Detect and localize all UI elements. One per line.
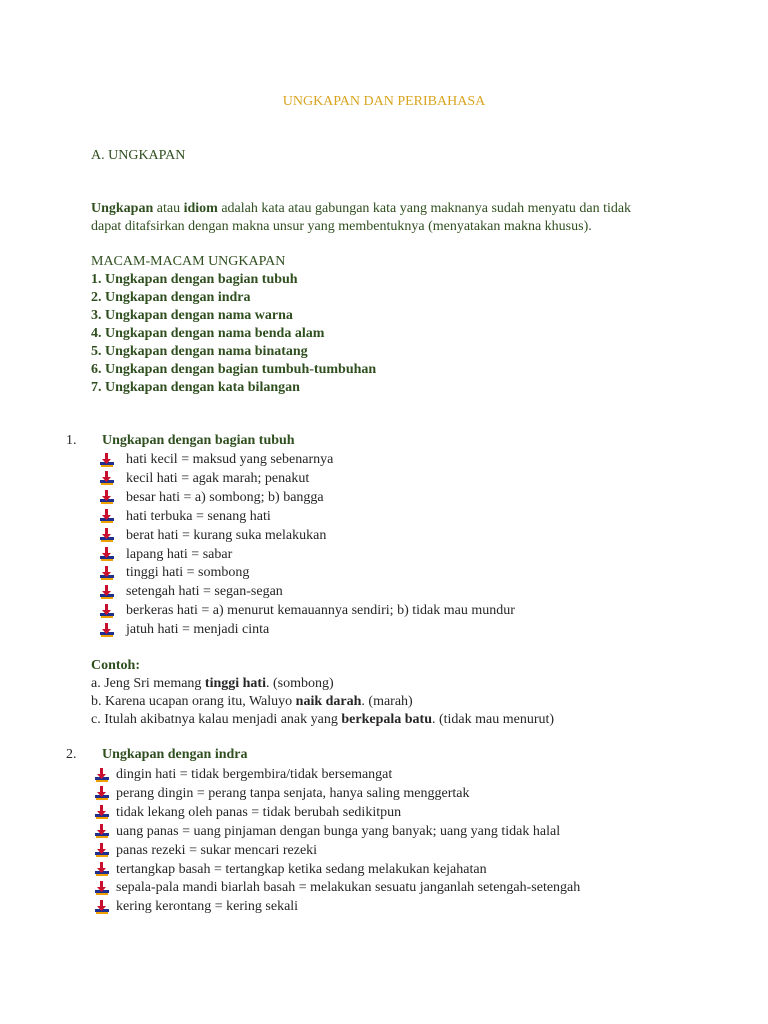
idiom-definition: panas rezeki = sukar mencari rezeki [116, 842, 318, 858]
idiom-list-item [100, 469, 309, 488]
section-heading-ungkapan: A. UNGKAPAN [91, 148, 186, 163]
idiom-list-item [100, 601, 515, 620]
arrow-bullet-icon [100, 490, 114, 504]
idiom-list-item [95, 803, 401, 822]
idiom-definition: besar hati = a) sombong; b) bangga [126, 489, 324, 505]
arrow-bullet-icon [100, 471, 114, 485]
idiom-list-item [95, 841, 317, 860]
intro-line-1: Ungkapan atau idiom adalah kata atau gabungan kata yang maknanya sudah menyatu dan tidak [91, 201, 632, 216]
arrow-bullet-icon [95, 805, 109, 819]
idiom-definition: setengah hati = segan-segan [126, 584, 283, 600]
idiom-definition: hati kecil = maksud yang sebenarnya [126, 452, 334, 467]
idiom-definition: jatuh hati = menjadi cinta [126, 622, 270, 638]
type-item: 1. Ungkapan dengan bagian tubuh [91, 272, 298, 287]
type-item: 2. Ungkapan dengan indra [91, 290, 251, 305]
idiom-list-item [100, 620, 269, 639]
example-b-idiom: naik darah [295, 694, 362, 709]
idiom-list-item [95, 897, 298, 916]
idiom-definition: lapang hati = sabar [126, 546, 233, 562]
idiom-list-item [100, 488, 324, 507]
intro-term-idiom: idiom [183, 201, 218, 216]
idiom-list-item [100, 582, 283, 601]
idiom-list-item [95, 860, 487, 879]
arrow-bullet-icon [100, 566, 114, 580]
arrow-bullet-icon [100, 547, 114, 561]
type-item: 6. Ungkapan dengan bagian tumbuh-tumbuhan [91, 362, 377, 377]
idiom-definition: perang dingin = perang tanpa senjata, hanya saling menggertak [116, 785, 470, 801]
idiom-list-item [95, 878, 580, 897]
idiom-definition: uang panas = uang pinjaman dengan bunga yang banyak; uang yang tidak halal [116, 823, 561, 839]
idiom-definition: tinggi hati = sombong [126, 565, 250, 581]
idiom-definition: berkeras hati = a) menurut kemauannya sendiri; b) tidak mau mundur [126, 603, 515, 619]
idiom-definition: tertangkap basah = tertangkap ketika sedang melakukan kejahatan [116, 861, 487, 877]
idiom-list-item [100, 563, 249, 582]
types-heading: MACAM-MACAM UNGKAPAN [91, 254, 286, 269]
idiom-definition: sepala-pala mandi biarlah basah = melakukan sesuatu janganlah setengah-setengah [116, 880, 581, 896]
idiom-list-item [100, 507, 271, 526]
arrow-bullet-icon [100, 604, 114, 618]
part2-number: 2. [66, 747, 77, 762]
idiom-list-item [95, 822, 560, 841]
arrow-bullet-icon [95, 768, 109, 782]
arrow-bullet-icon [100, 453, 114, 467]
arrow-bullet-icon [100, 509, 114, 523]
example-a: a. Jeng Sri memang tinggi hati. (sombong) [91, 676, 334, 691]
document-title: UNGKAPAN DAN PERIBAHASA [282, 94, 486, 109]
idiom-list-item [95, 765, 392, 784]
examples-heading: Contoh: [91, 658, 141, 673]
type-item: 3. Ungkapan dengan nama warna [91, 308, 293, 323]
arrow-bullet-icon [95, 900, 109, 914]
arrow-bullet-icon [100, 623, 114, 637]
idiom-list-item [100, 450, 333, 469]
idiom-list-item [95, 784, 470, 803]
idiom-definition: hati terbuka = senang hati [126, 508, 271, 524]
part2-heading: Ungkapan dengan indra [102, 747, 248, 762]
example-c: c. Itulah akibatnya kalau menjadi anak yang berkepala batu. (tidak mau menurut) [91, 712, 555, 727]
type-item: 7. Ungkapan dengan kata bilangan [91, 380, 300, 395]
example-c-idiom: berkepala batu [341, 712, 432, 727]
idiom-definition: kecil hati = agak marah; penakut [126, 470, 310, 486]
type-item: 4. Ungkapan dengan nama benda alam [91, 326, 325, 341]
arrow-bullet-icon [95, 786, 109, 800]
idiom-definition: dingin hati = tidak bergembira/tidak bersemangat [116, 767, 393, 782]
part1-number: 1. [66, 433, 77, 448]
idiom-definition: tidak lekang oleh panas = tidak berubah sedikitpun [116, 804, 402, 820]
part1-heading: Ungkapan dengan bagian tubuh [102, 433, 295, 448]
intro-line-2: dapat ditafsirkan dengan makna unsur yang membentuknya (menyatakan makna khusus). [91, 219, 592, 234]
arrow-bullet-icon [95, 881, 109, 895]
arrow-bullet-icon [95, 843, 109, 857]
example-b: b. Karena ucapan orang itu, Waluyo naik darah. (marah) [91, 694, 413, 709]
arrow-bullet-icon [100, 528, 114, 542]
example-a-idiom: tinggi hati [204, 676, 266, 691]
arrow-bullet-icon [100, 585, 114, 599]
arrow-bullet-icon [95, 862, 109, 876]
idiom-list-item [100, 526, 326, 545]
intro-term-ungkapan: Ungkapan [91, 201, 154, 216]
idiom-definition: berat hati = kurang suka melakukan [126, 527, 327, 543]
type-item: 5. Ungkapan dengan nama binatang [91, 344, 308, 359]
idiom-list-item [100, 545, 232, 564]
idiom-definition: kering kerontang = kering sekali [116, 899, 299, 915]
arrow-bullet-icon [95, 824, 109, 838]
